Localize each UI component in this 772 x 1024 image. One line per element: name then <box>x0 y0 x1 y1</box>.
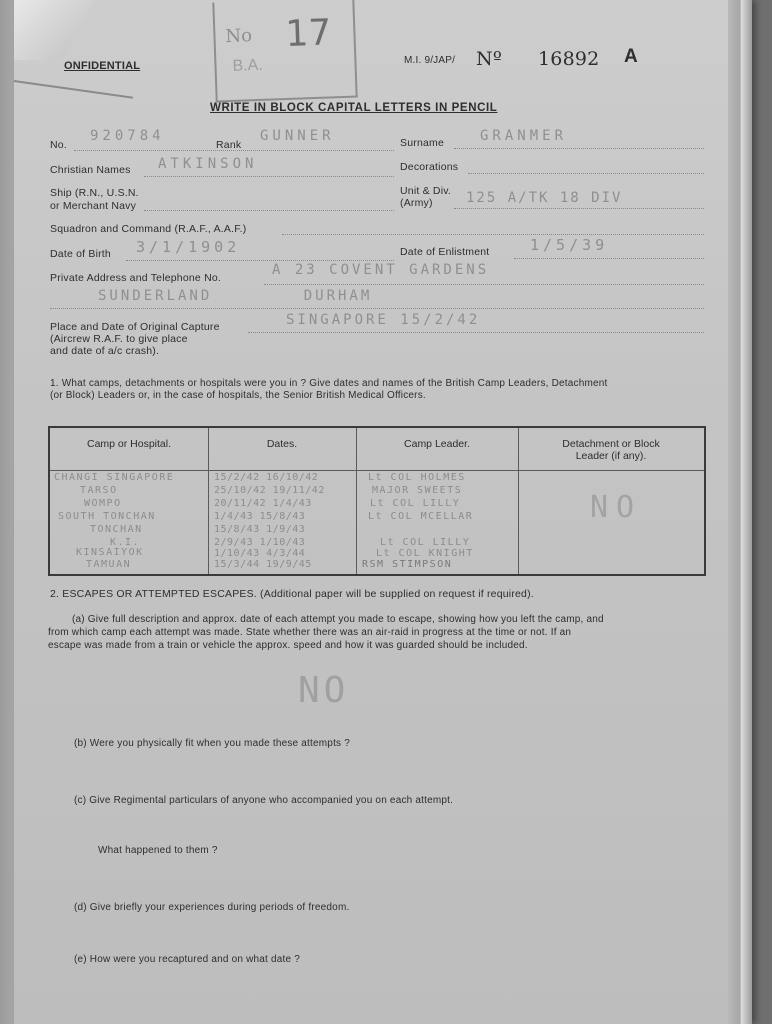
dates-cell: 25/10/42 19/11/42 <box>214 485 325 496</box>
rank-value: GUNNER <box>260 128 335 144</box>
number-label: Nº <box>476 48 502 70</box>
unit-value: 125 A/TK 18 DIV <box>466 190 623 206</box>
decorations-label: Decorations <box>400 161 459 173</box>
table-header-rule <box>50 470 704 471</box>
q1-text-1: 1. What camps, detachments or hospitals were you in ? Give dates and names of the British Camp Leaders, Detachment <box>50 378 608 389</box>
camps-table <box>48 426 706 576</box>
q1-text-2: (or Block) Leaders or, in the case of hospitals, the Senior British Medical Officers. <box>50 390 426 401</box>
row2-rule-right <box>468 173 704 174</box>
row3-rule-right <box>454 208 704 209</box>
q2a-text-2: from which camp each attempt was made. State whether there was an air-raid in progress at the time or not. If an <box>48 627 572 638</box>
row1-rule-left <box>74 150 394 151</box>
leader-cell: Lt COL MCELLAR <box>368 511 474 522</box>
address-line-2: SUNDERLAND DURHAM <box>98 288 373 304</box>
dob-value: 3/1/1902 <box>136 238 241 256</box>
row5-rule-left <box>126 260 394 261</box>
capture-label-3: and date of a/c crash). <box>50 345 160 357</box>
row6-rule <box>264 284 704 285</box>
serial-number: 16892 <box>538 48 600 70</box>
camp-cell: TONCHAN <box>90 524 143 535</box>
leader-cell: MAJOR SWEETS <box>372 485 463 496</box>
reference-code: M.I. 9/JAP/ <box>404 55 456 66</box>
q2a-text-1: (a) Give full description and approx. date of each attempt you made to escape, showing how you left the camp, and <box>72 614 604 625</box>
christian-names-label: Christian Names <box>50 164 131 176</box>
q2a-answer: NO <box>298 670 350 711</box>
page-edge <box>728 0 752 1024</box>
dates-cell: 15/8/43 1/9/43 <box>214 524 306 535</box>
folded-corner <box>14 0 94 60</box>
office-stamp <box>212 0 357 102</box>
header-detachment-2: Leader (if any). <box>575 450 647 462</box>
q2b-text: (b) Were you physically fit when you made these attempts ? <box>74 738 350 749</box>
binding-string <box>14 80 133 99</box>
unit-label-1: Unit & Div. <box>400 185 452 197</box>
leader-cell: Lt COL LILLY <box>380 537 471 548</box>
q2a-text-3: escape was made from a train or vehicle the approx. speed and how it was guarded should be included. <box>48 640 528 651</box>
capture-value: SINGAPORE 15/2/42 <box>286 312 481 328</box>
capture-label-2: (Aircrew R.A.F. to give place <box>50 333 188 345</box>
dates-cell: 1/4/43 15/8/43 <box>214 511 306 522</box>
row8-rule <box>248 332 704 333</box>
q2d-text: (d) Give briefly your experiences during periods of freedom. <box>74 902 350 913</box>
leader-cell: Lt COL LILLY <box>370 498 461 509</box>
camp-cell: CHANGI SINGAPORE <box>54 472 175 483</box>
leader-cell: Lt COL HOLMES <box>368 472 466 483</box>
enlistment-value: 1/5/39 <box>530 236 609 254</box>
header-dates: Dates. <box>266 438 298 450</box>
camp-cell: WOMPO <box>84 498 122 509</box>
unit-label-2: (Army) <box>400 197 433 209</box>
camp-cell: TARSO <box>80 485 118 496</box>
leader-cell: RSM STIMPSON <box>362 559 453 570</box>
stamp-no: No <box>225 25 253 48</box>
capture-label-1: Place and Date of Original Capture <box>50 321 220 333</box>
christian-names-value: ATKINSON <box>158 156 258 172</box>
ship-label-2: or Merchant Navy <box>50 200 137 212</box>
q2c-text: (c) Give Regimental particulars of anyone who accompanied you on each attempt. <box>74 795 454 806</box>
dob-label: Date of Birth <box>50 248 111 260</box>
surname-value: GRANMER <box>480 128 568 144</box>
surname-label: Surname <box>400 137 445 149</box>
q2-title: 2. ESCAPES OR ATTEMPTED ESCAPES. (Additional paper will be supplied on request if required). <box>50 588 534 600</box>
service-no-label: No. <box>50 139 67 151</box>
row3-rule-left <box>144 210 394 211</box>
form-page <box>14 0 752 1024</box>
address-line-1: A 23 COVENT GARDENS <box>272 262 490 278</box>
address-label: Private Address and Telephone No. <box>50 272 222 284</box>
instruction-heading: WRITE IN BLOCK CAPITAL LETTERS IN PENCIL <box>210 102 498 114</box>
camp-cell: KINSAIYOK <box>76 547 144 558</box>
serial-suffix: A <box>624 46 638 67</box>
service-no-value: 920784 <box>90 128 165 144</box>
camp-cell: SOUTH TONCHAN <box>58 511 156 522</box>
q2e-text: (e) How were you recaptured and on what date ? <box>74 954 300 965</box>
row5-rule-right <box>514 258 704 259</box>
row2-rule-left <box>144 176 394 177</box>
stamp-number: 17 <box>284 12 332 55</box>
row4-rule <box>282 234 704 235</box>
confidential-label: ONFIDENTIAL <box>64 60 141 72</box>
stamp-ba: B.A. <box>232 56 264 75</box>
header-camp: Camp or Hospital. <box>86 438 172 450</box>
header-detachment-1: Detachment or Block <box>562 438 660 450</box>
dates-cell: 15/2/42 16/10/42 <box>214 472 319 483</box>
dates-cell: 2/9/43 1/10/43 <box>214 537 306 548</box>
squadron-label: Squadron and Command (R.A.F., A.A.F.) <box>50 223 247 235</box>
header-camp-leader: Camp Leader. <box>404 438 470 450</box>
rank-label: Rank <box>216 139 242 151</box>
ship-label-1: Ship (R.N., U.S.N. <box>50 187 139 199</box>
row1-rule-right <box>454 148 704 149</box>
dates-cell: 15/3/44 19/9/45 <box>214 559 312 570</box>
dates-cell: 20/11/42 1/4/43 <box>214 498 312 509</box>
leader-cell: Lt COL KNIGHT <box>376 548 474 559</box>
q2c-sub-text: What happened to them ? <box>98 845 218 856</box>
dates-cell: 1/10/43 4/3/44 <box>214 548 306 559</box>
camp-cell: K.I. <box>110 537 141 548</box>
enlistment-label: Date of Enlistment <box>400 246 490 258</box>
detachment-answer: NO <box>590 490 643 525</box>
camp-cell: TAMUAN <box>86 559 132 570</box>
row7-rule <box>50 308 704 309</box>
